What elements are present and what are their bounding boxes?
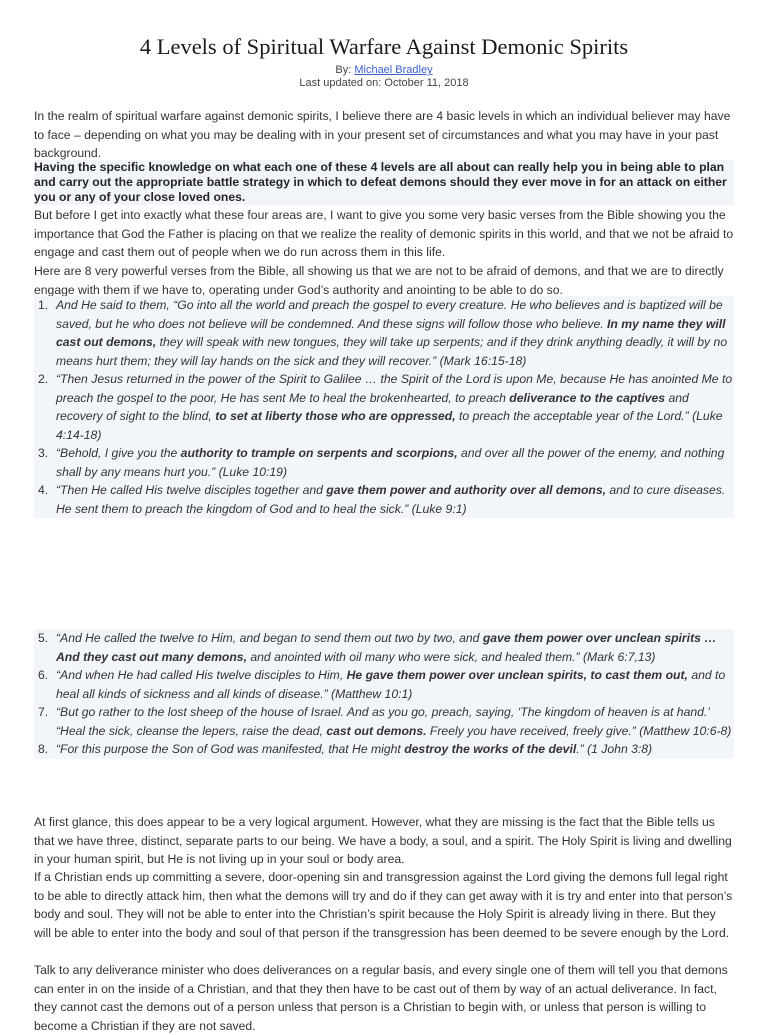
body-paragraph-2: But before I get into exactly what these four areas are, I want to give you some very basic verses from the Bible showing you the importance that God the Father is placing on that we realize the reality of demonic spirits in this world, and that we not be afraid to engage and cast them out of people when we do run across them in this life. (34, 208, 734, 259)
verse-item: 7. “But go rather to the lost sheep of the house of Israel. And as you go, preach, saying, ‘The kingdom of heaven is at hand.’ “Heal the sick, cleanse the lepers, raise the dead, cast out demons. Freely you have received, freely give.” (Matthew 10:6-8) (38, 705, 732, 738)
by-label: By: (335, 64, 352, 76)
verse-item: 5. “And He called the twelve to Him, and began to send them out two by two, and gave them power over unclean spirits … And they cast out many demons, and anointed with oil many who were sick, and healed them.” (Mark 6:7,13) (38, 631, 717, 664)
intro-paragraph: In the realm of spiritual warfare against demonic spirits, I believe there are 4 basic levels in which an individual believer may have to face – depending on what you may be dealing with in your present set of circumstances and what you may have in your past background. (34, 109, 731, 160)
last-updated: Last updated on: October 11, 2018 (299, 77, 469, 89)
body-paragraph-5: If a Christian ends up committing a severe, door-opening sin and transgression against the Lord giving the demons full legal right to be able to directly attack him, then what the demons will try and do if they can get away with it is try and enter into that person’s body and soul. They will not be able to enter into the Christian’s spirit because the Holy Spirit is already living in there. But they will be able to enter into the body and soul of that person if the transgression has been deemed to be severe enough by the Lord. (34, 870, 733, 940)
verse-item: 3. “Behold, I give you the authority to trample on serpents and scorpions, and over all the power of the enemy, and nothing shall by any means hurt you.” (Luke 10:19) (38, 446, 725, 479)
author-link[interactable]: Michael Bradley (354, 64, 433, 76)
body-paragraph-3: Here are 8 very powerful verses from the Bible, all showing us that we are not to be afraid of demons, and that we are to directly engage with them if we have to, operating under God’s authority and anointing to be able to do so. (34, 264, 724, 297)
verse-item: 6. “And when He had called His twelve disciples to Him, He gave them power over unclean spirits, to cast them out, and to heal all kinds of sickness and all kinds of disease.” (Matthew 10:1) (38, 668, 726, 701)
highlight-paragraph: Having the specific knowledge on what each one of these 4 levels are all about can really help you in being able to plan and carry out the appropriate battle strategy in which to defeat demons should they ever move in for an attack on either you or any of your close loved ones. (34, 160, 734, 205)
body-paragraph-6: Talk to any deliverance minister who does deliverances on a regular basis, and every single one of them will tell you that demons can enter in on the inside of a Christian, and that they then have to be cast out of them by way of an actual deliverance. In fact, they cannot cast the demons out of a person unless that person is a Christian to begin with, or unless that person is willing to become a Christian if they are not saved. (34, 963, 728, 1033)
verse-item: 4. “Then He called His twelve disciples together and gave them power and authority over all demons, and to cure diseases. He sent them to preach the kingdom of God and to heal the sick.” (Luke 9:1) (38, 483, 726, 516)
verse-item: 2. “Then Jesus returned in the power of the Spirit to Galilee … the Spirit of the Lord is upon Me, because He has anointed Me to preach the gospel to the poor, He has sent Me to heal the brokenhearted, to preach deliverance to the captives and recovery of sight to the blind, to set at liberty those who are oppressed, to preach the acceptable year of the Lord.” (Luke 4:14-18) (38, 372, 733, 442)
verse-list-2 (34, 629, 734, 759)
verse-list-1 (34, 296, 734, 518)
byline (0, 64, 768, 76)
body-paragraph-4: At first glance, this does appear to be a very logical argument. However, what they are missing is the fact that the Bible tells us that we have three, distinct, separate parts to our being. We have a body, a soul, and a spirit. The Holy Spirit is living and dwelling in your human spirit, but He is not living up in your soul or body area. (34, 815, 732, 866)
verse-item: 8. “For this purpose the Son of God was manifested, that He might destroy the works of the devil.” (1 John 3:8) (38, 742, 653, 756)
verse-item: 1. And He said to them, “Go into all the world and preach the gospel to every creature. He who believes and is baptized will be saved, but he who does not believe will be condemned. And these signs will follow those who believe. In my name they will cast out demons, they will speak with new tongues, they will take up serpents; and if they drink anything deadly, it will by no means hurt them; they will lay hands on the sick and they will recover.” (Mark 16:15-18) (38, 298, 728, 368)
article-title: 4 Levels of Spiritual Warfare Against Demonic Spirits (139, 34, 629, 59)
